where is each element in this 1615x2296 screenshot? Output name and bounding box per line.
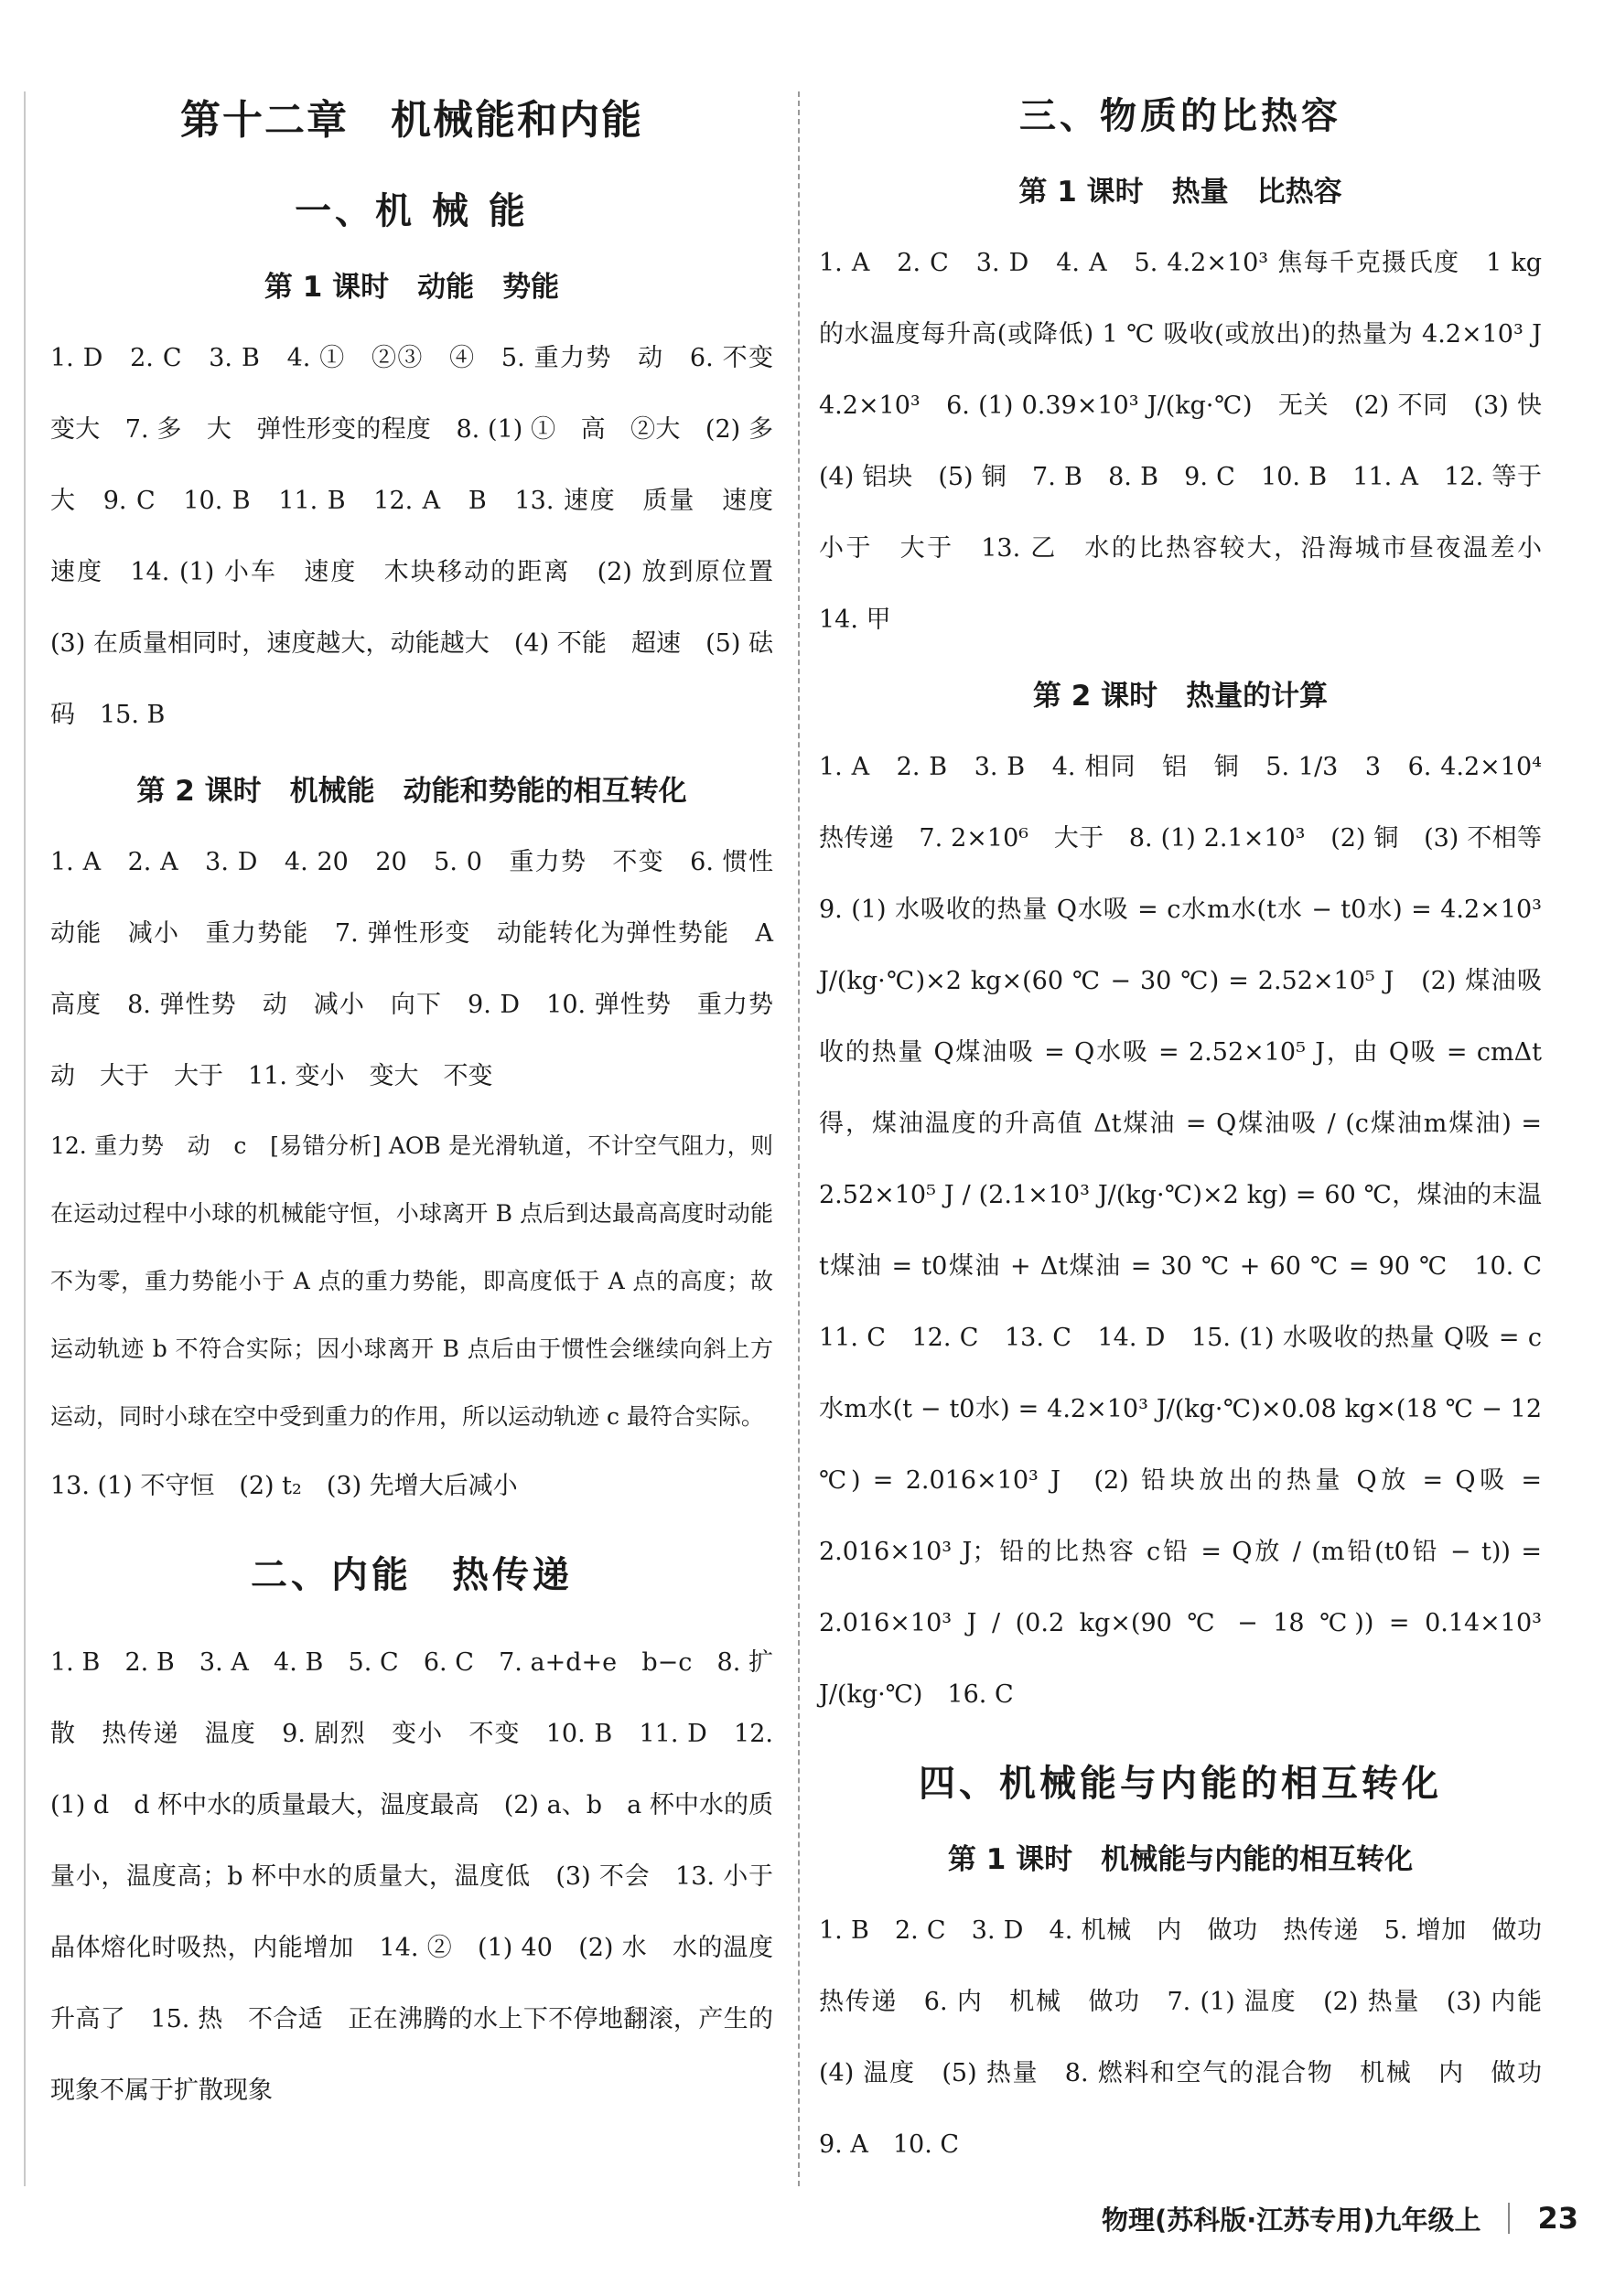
- footer-separator: [1508, 2203, 1510, 2234]
- lesson-title: 第 2 课时 热量的计算: [1032, 680, 1329, 713]
- answer-block: 1. B 2. C 3. D 4. 机械 内 做功 热传递 5. 增加 做功 热传递 6. 内 机械 做功 7. (1) 温度 (2) 热量 (3) 内能 (4) 温度 (5) 热量 8. 燃料和空气的混合物 机械 内 做功 9. A 10. C: [819, 1916, 1567, 2159]
- section-title-specific-heat: 三、物质的比热容: [1019, 95, 1341, 137]
- book-title: 物理(苏科版·江苏专用)九年级上: [1101, 2204, 1481, 2236]
- right-column: [819, 87, 1567, 2181]
- column-divider: [798, 91, 800, 2186]
- answer-block: 1. B 2. B 3. A 4. B 5. C 6. C 7. a+d+e b−c 8. 扩散 热传递 温度 9. 剧烈 变小 不变 10. B 11. D 12. (1) d d 杯中水的质量最大，温度最高 (2) a、b a 杯中水的质量小，温度高；b 杯中水的质量大，温度低 (3) 不会 13. 小于 晶体熔化时吸热，内能增加 14. ② (1) 40 (2) 水 水的温度升高了 15. 热 不合适 正在沸腾的水上下不停地翻滚，产生的现象不属于扩散现象: [50, 1648, 798, 2105]
- section-title-mechanical-energy: 一、机 械 能: [295, 190, 529, 232]
- left-column: [50, 87, 798, 2127]
- section-title-internal-energy: 二、内能 热传递: [251, 1554, 573, 1596]
- answer-block: 1. D 2. C 3. B 4. ① ②③ ④ 5. 重力势 动 6. 不变 变大 7. 多 大 弹性形变的程度 8. (1) ① 高 ②大 (2) 多 大 9. C 10. B 11. B 12. A B 13. 速度 质量 速度 速度 14. (1) 小车 速度 木块移动的距离 (2) 放到原位置 (3) 在质量相同时，速度越大，动能越大 (4) 不能 超速 (5) 砝码 15. B: [50, 344, 798, 729]
- answer-block: 1. A 2. B 3. B 4. 相同 铝 铜 5. 1/3 3 6. 4.2×10⁴ 热传递 7. 2×10⁶ 大于 8. (1) 2.1×10³ (2) 铜 (3) 不相等 9. (1) 水吸收的热量 Q水吸 = c水m水(t水 − t0水) = 4.2×10³ J/(kg·℃)×2 kg×(60 ℃ − 30 ℃) = 2.52×10⁵ J (2) 煤油吸收的热量 Q煤油吸 = Q水吸 = 2.52×10⁵ J，由 Q吸 = cmΔt 得，煤油温度的升高值 Δt煤油 = Q煤油吸 / (c煤油m煤油) = 2.52×10⁵ J / (2.1×10³ J/(kg·℃)×2 kg) = 60 ℃，煤油的末温 t煤油 = t0煤油 + Δt煤油 = 30 ℃ + 60 ℃ = 90 ℃ 10. C 11. C 12. C 13. C 14. D 15. (1) 水吸收的热量 Q吸 = c水m水(t − t0水) = 4.2×10³ J/(kg·℃)×0.08 kg×(18 ℃ − 12 ℃) = 2.016×10³ J (2) 铅块放出的热量 Q放 = Q吸 = 2.016×10³ J；铅的比热容 c铅 = Q放 / (m铅(t0铅 − t)) = 2.016×10³ J / (0.2 kg×(90 ℃ − 18 ℃)) = 0.14×10³ J/(kg·℃) 16. C: [819, 753, 1567, 1709]
- page-footer: [1102, 2195, 1578, 2241]
- answer-block: 13. (1) 不守恒 (2) t₂ (3) 先增大后减小: [50, 1472, 518, 1500]
- page-number: 23: [1537, 2201, 1578, 2236]
- lesson-title: 第 1 课时 机械能与内能的相互转化: [947, 1843, 1414, 1876]
- section-title-energy-conversion: 四、机械能与内能的相互转化: [919, 1763, 1442, 1805]
- answer-block: 1. A 2. A 3. D 4. 20 20 5. 0 重力势 不变 6. 惯性 动能 减小 重力势能 7. 弹性形变 动能转化为弹性势能 A 高度 8. 弹性势 动 减小 向下 9. D 10. 弹性势 重力势 动 大于 大于 11. 变小 变大 不变: [50, 848, 798, 1090]
- answer-block: 1. A 2. C 3. D 4. A 5. 4.2×10³ 焦每千克摄氏度 1 kg 的水温度每升高(或降低) 1 ℃ 吸收(或放出)的热量为 4.2×10³ J 4.2×10³ 6. (1) 0.39×10³ J/(kg·℃) 无关 (2) 不同 (3) 快 (4) 铝块 (5) 铜 7. B 8. B 9. C 10. B 11. A 12. 等于 小于 大于 13. 乙 水的比热容较大，沿海城市昼夜温差小 14. 甲: [819, 249, 1567, 634]
- lesson-title: 第 2 课时 机械能 动能和势能的相互转化: [136, 775, 687, 808]
- lesson-title: 第 1 课时 热量 比热容: [1018, 176, 1342, 209]
- lesson-title: 第 1 课时 动能 势能: [264, 271, 560, 304]
- chapter-title: 第十二章 机械能和内能: [180, 97, 643, 144]
- answer-analysis: 12. 重力势 动 c [易错分析] AOB 是光滑轨道，不计空气阻力，则在运动过程中小球的机械能守恒，小球离开 B 点后到达最高高度时动能不为零，重力势能小于 A 点的重力势能，即高度低于 A 点的高度；故运动轨迹 b 不符合实际；因小球离开 B 点后由于惯性会继续向斜上方运动，同时小球在空中受到重力的作用，所以运动轨迹 c 最符合实际。: [50, 1132, 773, 1430]
- left-margin-rule: [24, 91, 26, 2186]
